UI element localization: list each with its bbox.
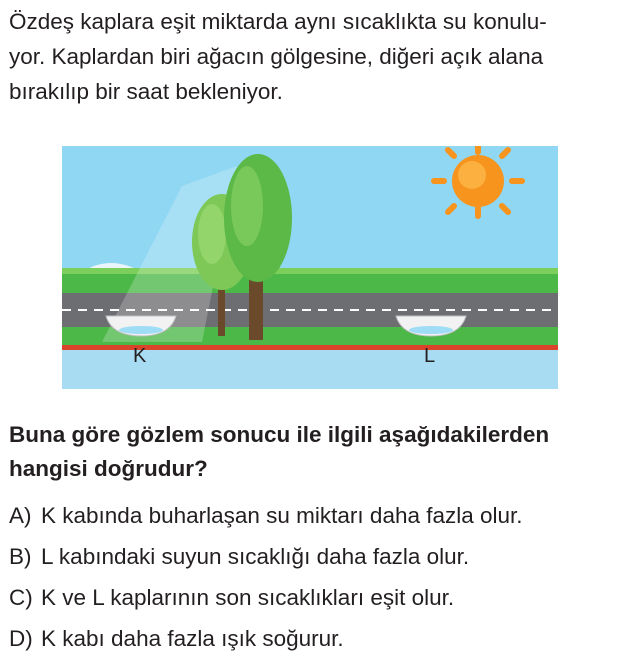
option-b[interactable]: [9, 544, 613, 585]
question-prompt: [9, 418, 613, 486]
cup-k-label: K: [133, 345, 147, 367]
illustration-svg: [62, 146, 558, 389]
option-a-text: K kabında buharlaşan su miktarı daha fazla olur.: [41, 503, 523, 528]
option-c[interactable]: [9, 585, 613, 626]
option-d[interactable]: [9, 626, 613, 667]
option-d-letter: D): [9, 626, 33, 651]
experiment-illustration: [62, 146, 558, 389]
question-line-1: Buna göre gözlem sonucu ile ilgili aşağıdakilerden: [9, 422, 550, 447]
option-b-text: L kabındaki suyun sıcaklığı daha fazla olur.: [41, 544, 470, 569]
option-b-letter: B): [9, 544, 32, 569]
option-a[interactable]: [9, 503, 613, 544]
cup-l-label: L: [424, 345, 436, 367]
option-a-letter: A): [9, 503, 32, 528]
cup-k-water: [119, 326, 163, 334]
option-c-text: K ve L kaplarının son sıcaklıkları eşit olur.: [41, 585, 455, 610]
option-d-text: K kabı daha fazla ışık soğurur.: [41, 626, 344, 651]
question-stem: [9, 4, 613, 109]
option-c-letter: C): [9, 585, 33, 610]
stem-line-1: Özdeş kaplara eşit miktarda aynı sıcaklıkta su konulu-: [9, 9, 547, 34]
question-line-2: hangisi doğrudur?: [9, 456, 208, 481]
stem-line-3: bırakılıp bir saat bekleniyor.: [9, 79, 283, 104]
cup-l-water: [409, 326, 453, 334]
answer-options: [9, 503, 613, 667]
stem-line-2: yor. Kaplardan biri ağacın gölgesine, diğeri açık alana: [9, 44, 544, 69]
